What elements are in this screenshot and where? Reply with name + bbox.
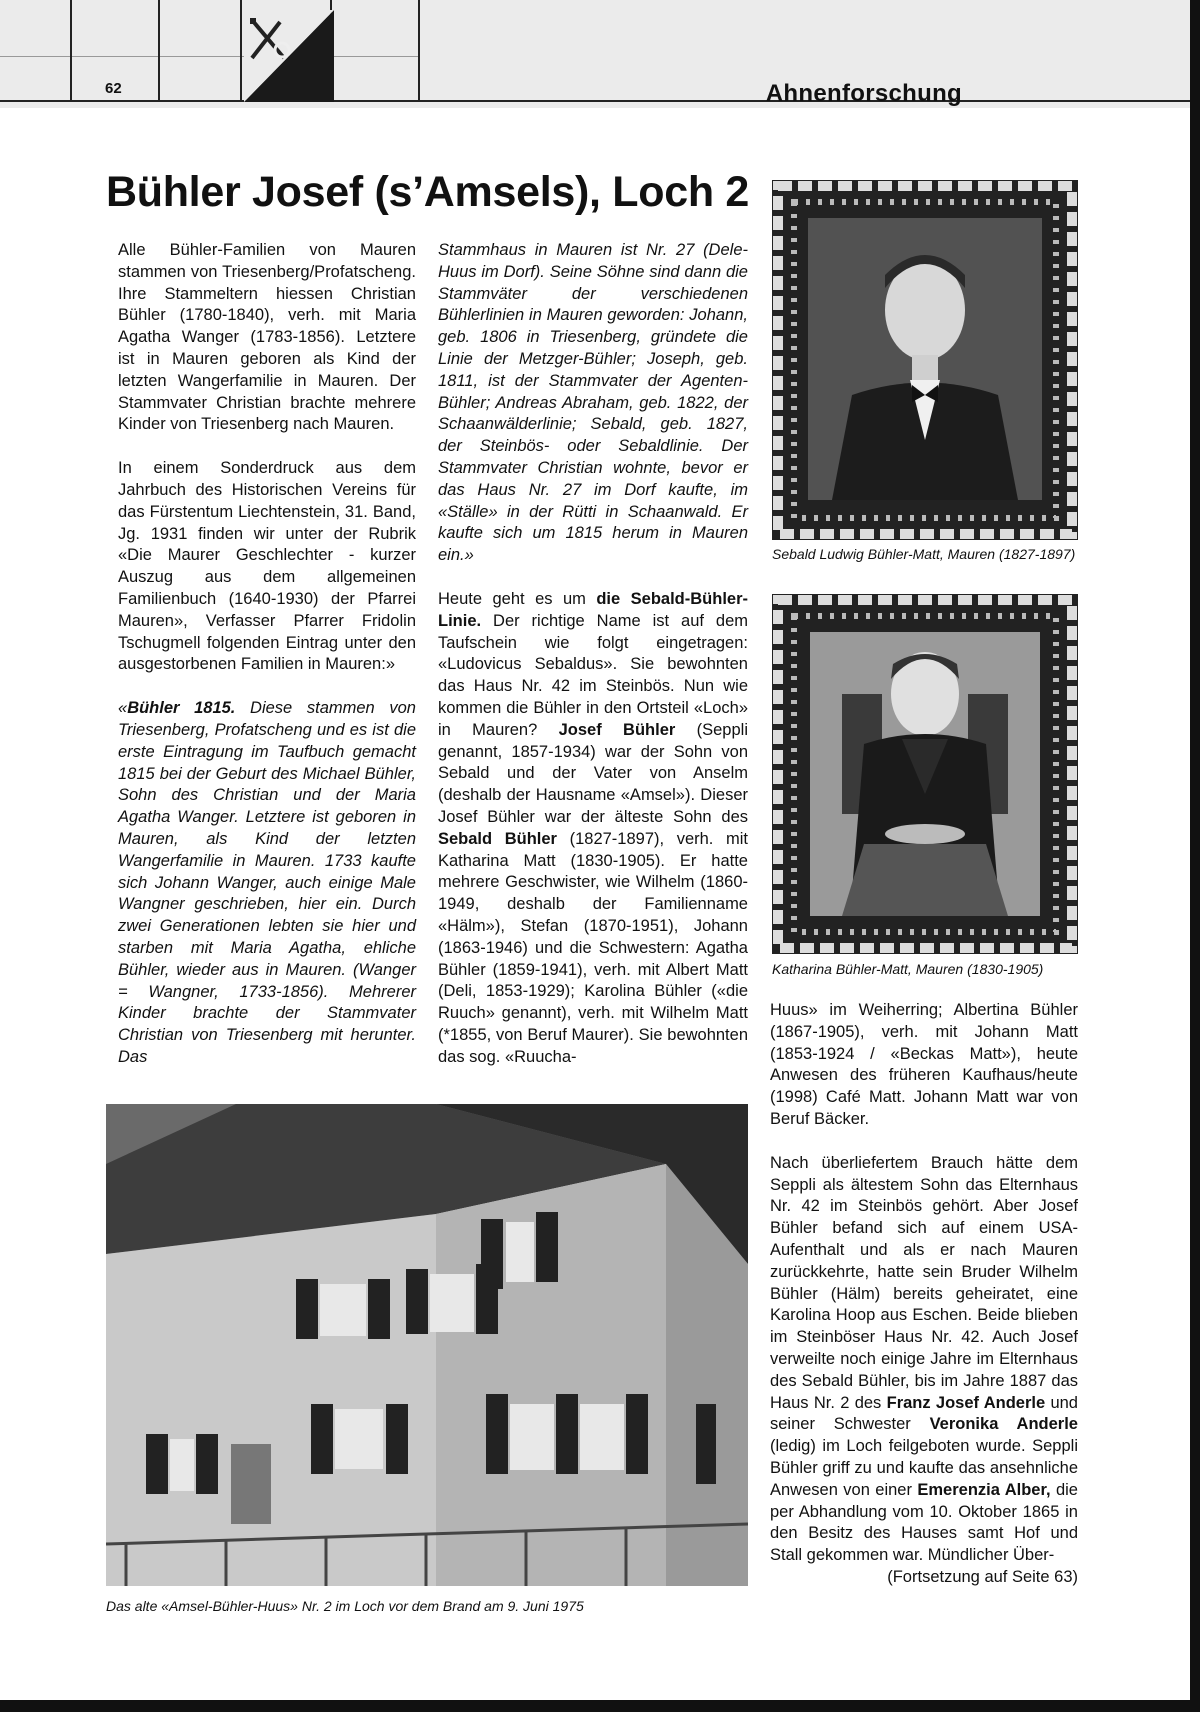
bold-text: Emerenzia Alber, <box>917 1480 1051 1499</box>
column-2 <box>438 240 748 1068</box>
section-title: Ahnenforschung <box>765 80 962 107</box>
article-title: Bühler Josef (s’Amsels), Loch 2 <box>106 168 750 216</box>
text: (Seppli genannt, 1857-1934) war der Sohn von Sebald und der Vater von Anselm (deshalb der Hausname «Amsel»). Dieser Josef Bühler war der älteste Sohn des <box>438 720 748 826</box>
portrait-katharina <box>772 594 1078 954</box>
bold-text: Sebald Bühler <box>438 829 557 848</box>
text: Der richtige Name ist auf dem Taufschein wie folgt eingetragen: «Ludovicus Sebaldus». Sie bewohnten das Haus Nr. 42 im Steinbös. Nun wie kommen die Bühler in den Ortsteil «Loch» in Mauren? <box>438 611 748 739</box>
header-divider <box>70 0 72 100</box>
bold-text: Josef Bühler <box>558 720 676 739</box>
bold-text: Veronika Anderle <box>929 1415 1078 1434</box>
text: die per Abhandlung vom 10. Oktober 1865 in den Besitz des Hauses samt Hof und Stall gekommen war. Mündlicher Über- <box>770 1480 1078 1565</box>
coat-of-arms-icon <box>244 10 334 107</box>
text: (ledig) im Loch feilgeboten wurde. Seppli Bühler griff zu und kaufte das ansehnliche Anwesen von einer <box>770 1437 1078 1499</box>
quote-paragraph <box>118 698 416 1069</box>
header-rule <box>0 56 420 57</box>
continued-note: (Fortsetzung auf Seite 63) <box>887 1567 1078 1586</box>
bold-text: die Sebald-Bühler-Linie. <box>438 589 748 630</box>
column-1 <box>118 240 416 1069</box>
text: und seiner Schwester <box>770 1393 1078 1434</box>
bold-text: Franz Josef Anderle <box>886 1393 1046 1412</box>
quote-heading: Bühler 1815. <box>127 699 236 718</box>
text: Heute geht es um <box>438 589 597 608</box>
quote-continuation: Stammhaus in Mauren ist Nr. 27 (Dele-Huus im Dorf). Seine Söhne sind dann die Stammväter der verschiedenen Bühlerlinien in Mauren geworden: Johann, geb. 1806 in Triesenberg, gründete die Linie der Metzger-Bühler; Joseph, geb. 1811, ist der Stammvater der Agenten-Bühler; Andreas Abraham, geb. 1822, der Schaanwälderlinie; Sebald, geb. 1827, der Steinbös- oder Sebaldlinie. Der Stammvater Christian wohnte, bevor er das Haus Nr. 27 im Dorf kaufte, im «Ställe» in der Rütti in Schaanwald. Er kaufte sich um 1815 herum in Mauren ein.» <box>438 241 748 565</box>
paragraph: Huus» im Weiherring; Albertina Bühler (1867-1905), verh. mit Johann Matt (1853-1924 / «Beckas Matt»), heute Anwesen des früheren Kaufhaus/heute (1998) Café Matt. Johann Matt war von Beruf Bäcker. <box>770 1001 1078 1128</box>
caption-portrait-2: Katharina Bühler-Matt, Mauren (1830-1905) <box>772 961 1044 977</box>
page-edge <box>1190 0 1200 1712</box>
page-header <box>0 0 1200 108</box>
text: (1827-1897), verh. mit Katharina Matt (1830-1905). Er hatte mehrere Geschwister, wie Wilhelm (1860-1949, deshalb der Familienname «Hälm»), Stefan (1870-1951), Johann (1863-1946) und die Schwestern: Agatha Bühler (1859-1941), verh. mit Albert Matt (Deli, 1853-1929); Karolina Bühler («die Ruuch» genannt), verh. mit Wilhelm Matt (*1855, von Beruf Maurer). Sie bewohnten das sog. «Ruucha- <box>438 829 748 1066</box>
paragraph <box>438 589 748 1069</box>
house-photo <box>106 1104 748 1586</box>
header-rule <box>0 100 1200 102</box>
text: Nach überliefertem Brauch hätte dem Seppli als ältestem Sohn das Elternhaus Nr. 42 im Steinbös gehört. Aber Josef Bühler befand sich auf einem USA-Aufenthalt und als er nach Mauren zurückkehrte, hatte sein Bruder Wilhelm Bühler (Hälm) bereits geheiratet, eine Karolina Hoop aus Eschen. Beide blieben im Steinböser Haus Nr. 42. Auch Josef verweilte noch einige Jahre im Elternhaus des Sebald Bühler, bis im Jahre 1887 das Haus Nr. 2 des <box>770 1153 1078 1412</box>
portrait-sebald <box>772 180 1078 540</box>
quote-text: Diese stammen von Triesenberg, Profatscheng und es ist die erste Eintragung im Taufbuch gemacht 1815 bei der Geburt des Michael Bühler, Sohn des Christian und der Maria Agatha Wanger. Letztere ist geboren in Mauren, als Kind der letzten Wangerfamilie in Mauren. 1733 kaufte sich Johann Wanger, auch einige Male Wangner geschrieben, hier ein. Durch zwei Generationen lebten sie hier und starben mit Maria Agatha, ehliche Bühler, wieder aus in Mauren. (Wanger = Wangner, 1733-1856). Mehrerer Kinder brachte der Stammvater Christian von Triesenberg mit herunter. Das <box>118 699 416 1066</box>
header-divider <box>158 0 160 100</box>
paragraph <box>770 1153 1078 1567</box>
paragraph: Alle Bühler-Familien von Mauren stammen von Triesenberg/Profatscheng. Ihre Stammeltern hiessen Christian Bühler (1780-1840), verh. mit Maria Agatha Wanger (1783-1856). Letztere ist in Mauren geboren als Kind der letzten Wangerfamilie in Mauren. Der Stammvater Christian brachte mehrere Kinder von Triesenberg nach Mauren. <box>118 241 416 434</box>
caption-portrait-1: Sebald Ludwig Bühler-Matt, Mauren (1827-1897) <box>772 546 1076 562</box>
column-3 <box>770 1000 1078 1589</box>
page-number: 62 <box>105 80 122 97</box>
quote-mark: « <box>118 699 128 718</box>
page-edge <box>0 1700 1200 1712</box>
header-divider <box>240 0 242 100</box>
header-divider <box>418 0 420 100</box>
paragraph: In einem Sonderdruck aus dem Jahrbuch des Historischen Vereins für das Fürstentum Liechtenstein, 31. Band, Jg. 1931 finden wir unter der Rubrik «Die Maurer Geschlechter - kurzer Auszug aus dem allgemeinen Familienbuch (1640-1930) der Pfarrei Mauren», Verfasser Pfarrer Fridolin Tschugmell folgenden Eintrag unter den ausgestorbenen Familien in Mauren:» <box>118 459 416 674</box>
caption-house: Das alte «Amsel-Bühler-Huus» Nr. 2 im Loch vor dem Brand am 9. Juni 1975 <box>106 1598 584 1614</box>
